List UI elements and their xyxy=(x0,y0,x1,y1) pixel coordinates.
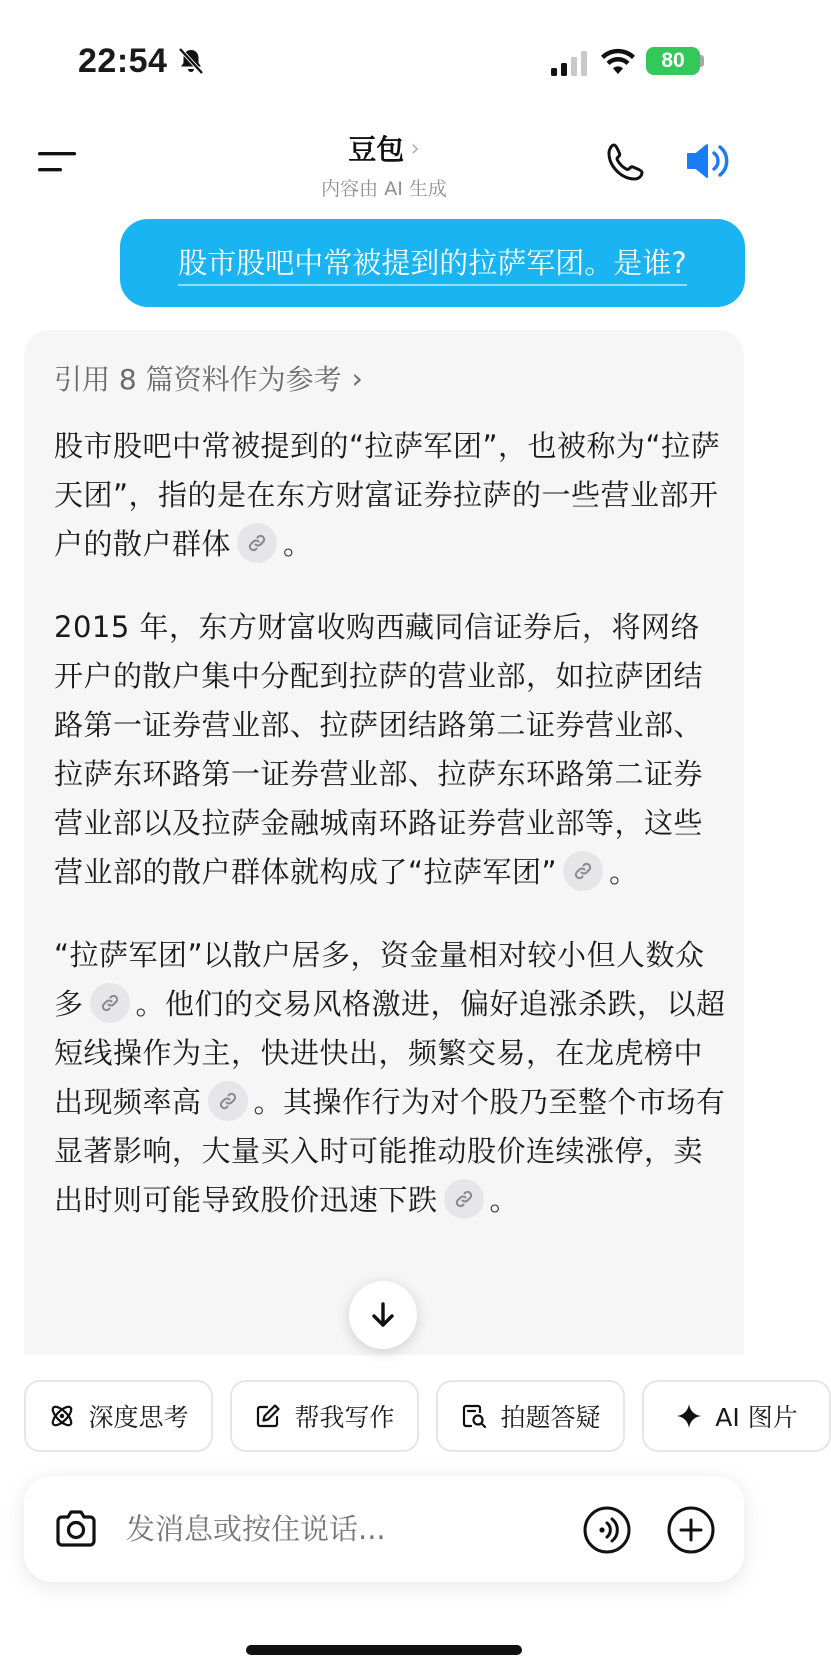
quick-actions-row xyxy=(24,1380,798,1452)
quick-action-label: 帮我写作 xyxy=(294,1403,395,1432)
home-indicator[interactable] xyxy=(246,1645,522,1655)
user-message-bubble[interactable] xyxy=(120,219,745,307)
citation-link-icon[interactable] xyxy=(90,983,130,1023)
paragraph-text: 股市股吧中常被提到的“拉萨军团”，也被称为“拉萨天团”，指的是在东方财富证券拉萨的一些营业部开户的散户群体 xyxy=(54,429,721,561)
chevron-right-icon: › xyxy=(351,361,363,395)
paragraph-text: 。 xyxy=(489,1183,520,1217)
phone-icon[interactable] xyxy=(604,140,648,184)
paragraph-text: 。 xyxy=(283,527,313,561)
ai-disclaimer: 内容由 AI 生成 xyxy=(321,178,447,200)
wifi-icon xyxy=(600,46,636,76)
quick-action-writing[interactable] xyxy=(230,1380,419,1452)
chat-header xyxy=(0,120,768,210)
citation-link-icon[interactable] xyxy=(208,1081,248,1121)
paragraph-text: 2015 年，东方财富收购西藏同信证券后，将网络开户的散户集中分配到拉萨的营业部，如拉萨团结路第一证券营业部、拉萨团结路第二证券营业部、拉萨东环路第一证券营业部、拉萨东环路第二证券营业部以及拉萨金融城南环路证券营业部等，这些营业部的散户群体就构成了“拉萨军团” xyxy=(54,610,704,889)
quick-action-label: 拍题答疑 xyxy=(500,1403,601,1432)
sparkle-icon xyxy=(675,1402,703,1430)
paragraph-text: “拉萨军团”以散户居多，资金量相对较小但人数众多 xyxy=(54,938,705,1021)
battery-icon xyxy=(646,47,700,75)
edit-icon xyxy=(254,1402,282,1430)
chat-title-area[interactable] xyxy=(0,128,768,201)
ai-answer-card xyxy=(24,330,744,1355)
scroll-to-bottom-button[interactable] xyxy=(349,1281,417,1349)
citation-link-icon[interactable] xyxy=(563,851,603,891)
answer-body xyxy=(54,422,726,1259)
quick-action-deep-think[interactable] xyxy=(24,1380,213,1452)
references-label: 引用 8 篇资料作为参考 xyxy=(54,363,342,396)
references-link[interactable] xyxy=(54,358,363,398)
citation-link-icon[interactable] xyxy=(444,1179,484,1219)
quick-action-photo-answer[interactable] xyxy=(436,1380,625,1452)
paragraph-text: 。他们的交易风格激进，偏好追涨杀跌，以超短线操作为主，快进快出，频繁交易，在龙虎榜中出现频率高 xyxy=(54,987,726,1119)
atom-icon xyxy=(48,1402,76,1430)
arrow-down-icon xyxy=(368,1300,398,1330)
chevron-right-icon: › xyxy=(410,134,420,162)
citation-link-icon[interactable] xyxy=(237,523,277,563)
message-input[interactable] xyxy=(126,1506,546,1552)
answer-paragraph xyxy=(54,422,726,569)
chat-title[interactable]: 豆包 xyxy=(348,133,405,166)
photo-search-icon xyxy=(460,1402,488,1430)
paragraph-text: 。其操作行为对个股乃至整个市场有显著影响，大量买入时可能推动股价连续涨停，卖出时则可能导致股价迅速下跌 xyxy=(54,1085,726,1217)
plus-icon[interactable] xyxy=(666,1505,716,1555)
battery-tip xyxy=(700,55,704,67)
quick-action-label: 深度思考 xyxy=(88,1403,189,1432)
voice-input-icon[interactable] xyxy=(582,1505,632,1555)
answer-paragraph xyxy=(54,931,726,1225)
battery-level: 80 xyxy=(661,49,685,72)
user-message-text: 股市股吧中常被提到的拉萨军团。是谁? xyxy=(178,241,686,286)
quick-action-ai-image[interactable] xyxy=(642,1380,831,1452)
quick-action-label: AI 图片 xyxy=(715,1403,798,1432)
status-time: 22:54 xyxy=(78,42,168,80)
answer-paragraph xyxy=(54,603,726,897)
speaker-icon[interactable] xyxy=(684,138,734,184)
status-bar xyxy=(0,0,768,120)
camera-icon[interactable] xyxy=(52,1505,100,1553)
cellular-signal-icon xyxy=(550,50,590,76)
message-input-bar xyxy=(24,1476,744,1582)
paragraph-text: 。 xyxy=(609,855,639,889)
bell-off-icon xyxy=(176,46,206,76)
